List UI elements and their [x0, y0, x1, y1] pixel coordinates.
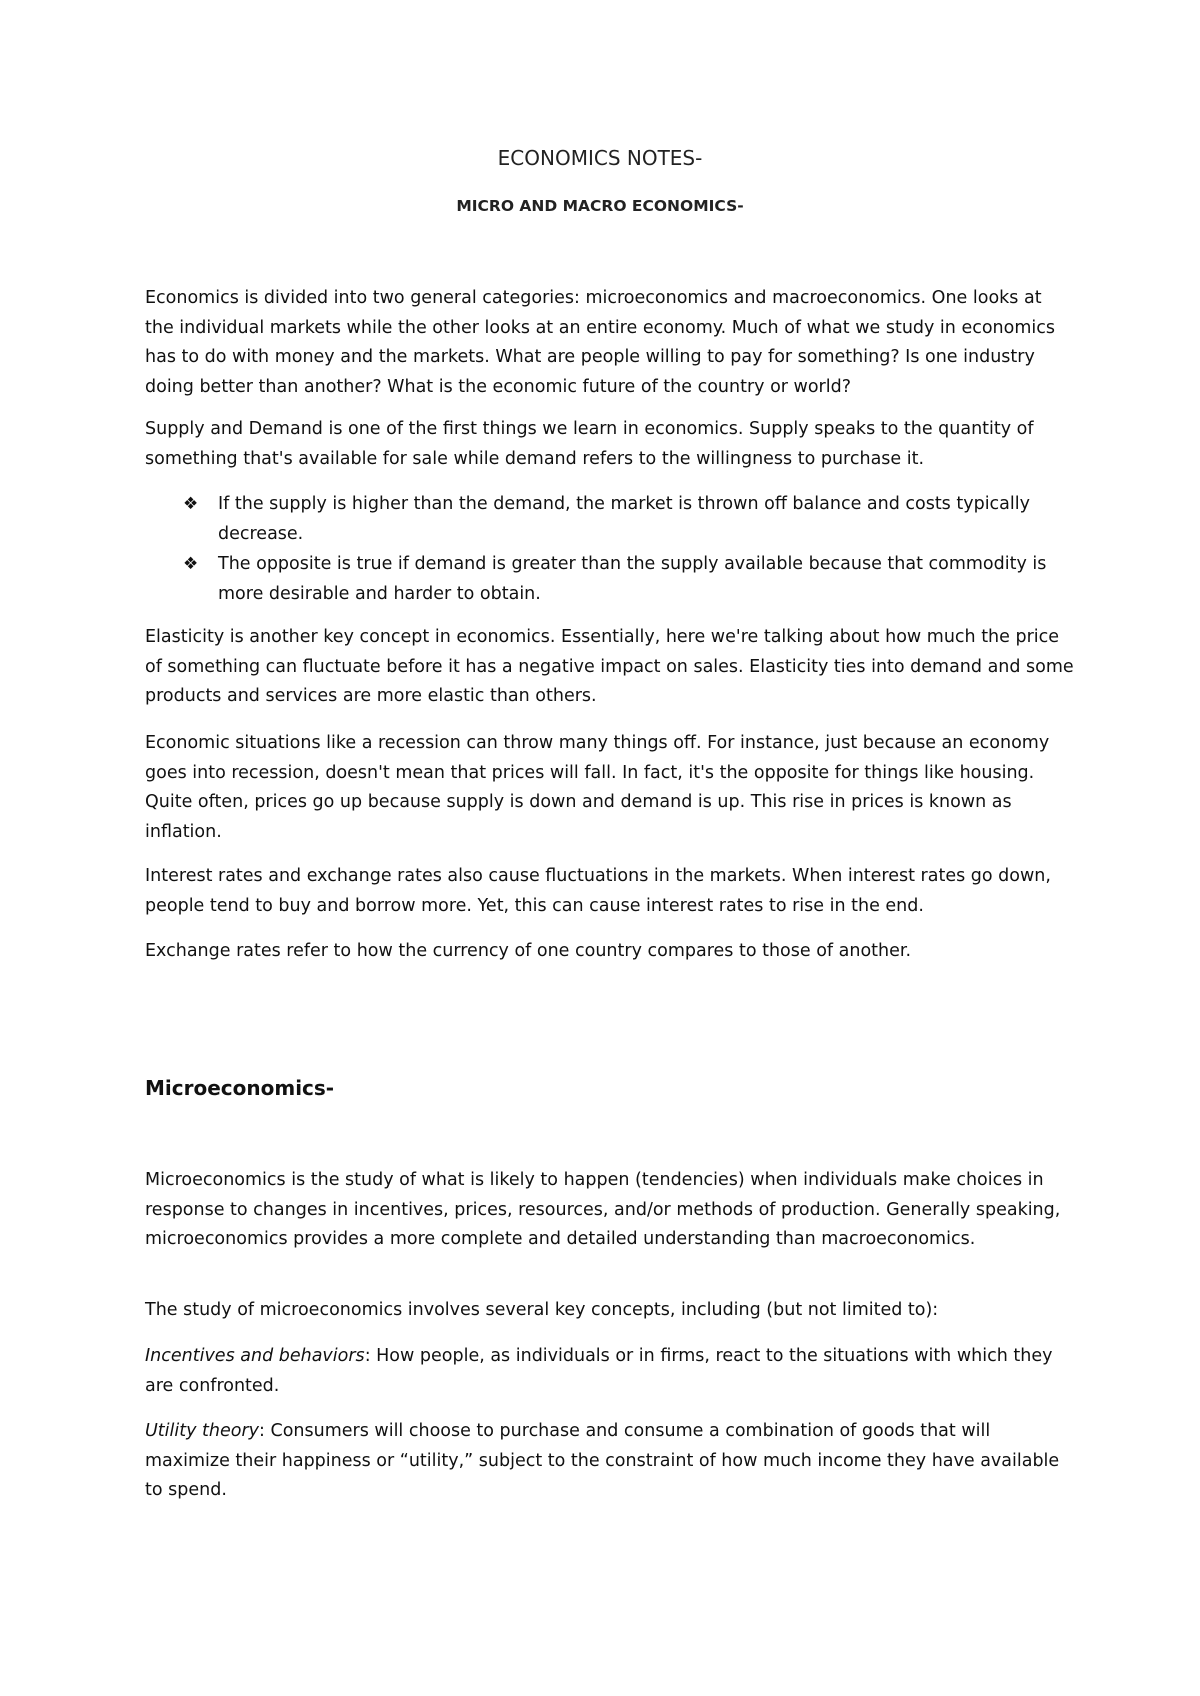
document-title: ECONOMICS NOTES- — [497, 146, 703, 170]
concept-description: : Consumers will choose to purchase and consume a combination of goods that will maximize their happiness or “utility,” subject to the constraint of how much income they have available to spend. — [145, 1421, 1060, 1500]
key-concepts-intro-paragraph: The study of microeconomics involves several key concepts, including (but not limited to): — [145, 1300, 939, 1320]
exchange-rates-paragraph: Exchange rates refer to how the currency of one country compares to those of another. — [145, 941, 912, 961]
concept-term: Utility theory — [145, 1421, 260, 1441]
recession-paragraph: Economic situations like a recession can throw many things off. For instance, just because an economy goes into recession, doesn't mean that prices will fall. In fact, it's the opposite for things like housing. Quite often, prices go up because supply is down and demand is up. This rise in prices is known as inflation. — [145, 733, 1050, 842]
four-diamond-icon: ❖ — [183, 554, 199, 574]
microeconomics-heading: Microeconomics- — [145, 1076, 335, 1100]
supply-demand-paragraph: Supply and Demand is one of the first things we learn in economics. Supply speaks to the quantity of something that's available for sale while demand refers to the willingness to purchase it. — [145, 419, 1034, 469]
concept-term: Incentives and behaviors — [145, 1346, 365, 1366]
elasticity-paragraph: Elasticity is another key concept in economics. Essentially, here we're talking about how much the price of something can fluctuate before it has a negative impact on sales. Elasticity ties into demand and some products and services are more elastic than others. — [145, 627, 1074, 706]
microeconomics-definition-paragraph: Microeconomics is the study of what is likely to happen (tendencies) when individuals make choices in response to changes in incentives, prices, resources, and/or methods of production. Generally speaking, microeconomics provides a more complete and detailed understanding than macroeconomics. — [145, 1170, 1061, 1249]
bullet-list — [145, 490, 1075, 610]
list-item — [145, 490, 1075, 549]
concept-description: : How people, as individuals or in firms, react to the situations with which they are confronted. — [145, 1346, 1053, 1396]
interest-rates-paragraph: Interest rates and exchange rates also cause fluctuations in the markets. When interest rates go down, people tend to buy and borrow more. Yet, this can cause interest rates to rise in the end. — [145, 866, 1051, 916]
list-item — [145, 550, 1075, 609]
bullet-text: The opposite is true if demand is greater than the supply available because that commodity is more desirable and harder to obtain. — [218, 554, 1047, 604]
document-subtitle: MICRO AND MACRO ECONOMICS- — [456, 197, 744, 215]
intro-paragraph: Economics is divided into two general categories: microeconomics and macroeconomics. One looks at the individual markets while the other looks at an entire economy. Much of what we study in economics has to do with money and the markets. What are people willing to pay for something? Is one industry doing better than another? What is the economic future of the country or world? — [145, 288, 1055, 397]
four-diamond-icon: ❖ — [183, 494, 199, 514]
concept-utility-paragraph — [145, 1417, 1075, 1506]
bullet-text: If the supply is higher than the demand, the market is thrown off balance and costs typically decrease. — [218, 494, 1030, 544]
concept-incentives-paragraph — [145, 1342, 1075, 1401]
